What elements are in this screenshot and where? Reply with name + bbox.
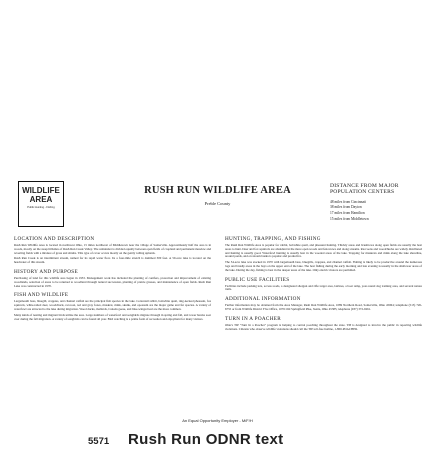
section-paragraph: Further information may be obtained from the Area Manager, Rush Run Wildlife Area, 1089 Northern Road, Somerville, Ohio 45064; telephone (513) 726-6755 or from Wildlife District Five Office, 1076 Old Springfield Pike, Xenia, Ohio 45385; telephone (937) 372-9261. <box>225 303 422 311</box>
section-heading: LOCATION AND DESCRIPTION <box>14 236 95 242</box>
distance-heading: DISTANCE FROM MAJOR POPULATION CENTERS <box>330 183 399 196</box>
footer-code: 5571 <box>88 436 110 447</box>
section-heading: ADDITIONAL INFORMATION <box>225 296 301 303</box>
blank-map-area <box>0 0 435 170</box>
sign-line-2: AREA <box>29 195 53 204</box>
section-location <box>14 236 211 265</box>
section-paragraph: Purchasing of land for this wildlife area began in 1953. Management work has included the planting of conifers, protection and improvement of existing woodlands, selection of areas to be returned to woodland through natural succession, planting of prairie grasses, and maintenance of open fields. Rush Run Lake was constructed in 1970. <box>14 275 211 288</box>
section-heading: FISH AND WILDLIFE <box>14 292 69 299</box>
section-fish-wildlife <box>14 292 211 321</box>
left-column <box>14 236 211 325</box>
section-paragraph: Largemouth bass, bluegill, crappies, and channel catfish are the principal fish species in the lake. Cottontail rabbit, bobwhite quail, ring-necked pheasant, fox squirrels, white-tailed deer, woodchuck, raccoon, red and gray foxes, muskrat, mink, skunk, and opossum are the major game and fur species. A variety of waterfowl are attracted to the lake during migration. Wood ducks, mallards, Canada geese, and blue-winged teal are the more common. <box>14 299 211 311</box>
right-column <box>225 236 422 335</box>
section-heading: HISTORY AND PURPOSE <box>14 268 78 275</box>
county-label: Preble County <box>204 201 231 206</box>
employer-notice: An Equal Opportunity Employer - M/F/H <box>182 418 253 423</box>
section-heading: PUBLIC USE FACILITIES <box>225 276 290 283</box>
distance-item: 38 miles from Dayton <box>330 205 362 210</box>
distance-list <box>330 200 430 222</box>
section-paragraph: Rush Run Creek is an intermittent stream, named for its rapid water flow. Its a four-mile stretch is dammed 300 feet. A 50-acre lake is located on the headwater of this stream. <box>14 256 211 265</box>
page-title: RUSH RUN WILDLIFE AREA <box>144 185 291 196</box>
section-hunting <box>225 236 422 273</box>
distance-item: 15 miles from Middletown <box>330 216 369 221</box>
section-heading: TURN IN A POACHER <box>225 315 281 322</box>
distance-box <box>330 183 430 222</box>
section-paragraph: Ohio's TIP "Turn In a Poacher" program is helping to control poaching throughout the state. TIP is designed to involve the public in reporting wildlife violations. Citizens who observe wildlife violations should call the TIP toll-free hotline, 1-800-POACHER. <box>225 322 422 331</box>
section-paragraph: Many kinds of nesting and migrant birds utilize the area. Large numbers of waterfowl and songbirds migrate through in spring and fall, and tower hawks soar over during the fall migration. A variety of songbirds can be found all year. Bird watching is a prime form of recreation and enjoyment for many visitors. <box>14 312 211 321</box>
sign-subtext: Public Hunting - Fishing <box>27 206 55 209</box>
section-additional-info <box>225 296 422 312</box>
section-paragraph: The 54-acre lake was stocked in 1970 with largemouth bass, bluegills, crappies, and channel catfish. Fishing is likely to be productive around the numerous logs and brushy areas in the bays on the upper end of the lake. The best fishing during the early morning and late evening is usually in the shallower areas of the lake. During the day, fishing is best in the deeper areas of the lake. Only electric motors are permitted. <box>225 260 422 272</box>
distance-item: 48 miles from Cincinnati <box>330 199 367 204</box>
section-paragraph: The Rush Run Wildlife Area is popular for rabbit, bobwhite quail, and pheasant hunting. Thickly areas and brushrows along open fields are usually the best areas to hunt. Deer and fox squirrels are abundant in the more open woods and fencerows and along streams. Raccoons and woodchucks are widely distributed and hunting is usually good. Waterfowl hunting is usually best in the wooded areas of the lake. Trapping for muskrats and mink along the lake shoreline, around ponds, and on stream banks is popular and productive. <box>225 243 422 259</box>
sign-line-1: WILDLIFE <box>22 186 60 195</box>
section-paragraph: Rush Run Wildlife Area is located in northwest Ohio, 15 miles northwest of Middletown near the village of Somerville. Approximately half the area is in woods, mostly on the steep hillsides of Rush Run Creek Valley. The remainder is divided equally between open fields of cropland and permanent meadow and reverting fields with a mixture of grass and shrubs. This type of cover occurs mostly on the gently rolling uplands. <box>14 243 211 255</box>
section-paragraph: Facilities include parking lots, access roads, a designated shotgun and rifle target area, latrines, a boat ramp, year-round dog training area, and several nature trails. <box>225 283 422 292</box>
distance-item: 17 miles from Hamilton <box>330 211 365 215</box>
footer-label: Rush Run ODNR text <box>128 431 284 448</box>
section-turn-in-poacher <box>225 316 422 332</box>
section-facilities <box>225 277 422 293</box>
section-heading: HUNTING, TRAPPING, AND FISHING <box>225 236 321 242</box>
section-history <box>14 269 211 288</box>
